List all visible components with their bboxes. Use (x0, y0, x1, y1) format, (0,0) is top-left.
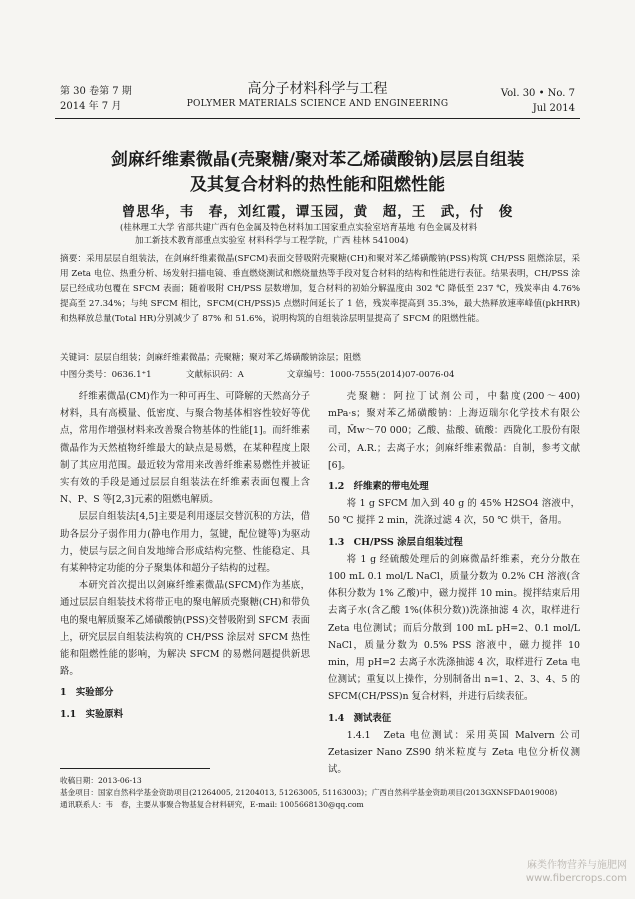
article-title-line1: 剑麻纤维素微晶(壳聚糖/聚对苯乙烯磺酸钠)层层自组装 (110, 150, 525, 170)
body-paragraph: 将 1 g SFCM 加入到 40 g 的 45% H2SO4 溶液中，50 ℃ 搅拌 2 min，洗涤过滤 4 次，50 ℃ 烘干，备用。 (328, 498, 580, 527)
author-list: 曾思华，韦 春，刘红霞，谭玉园，黄 超，王 武，付 俊 (121, 204, 514, 220)
left-column (60, 388, 310, 723)
footnote-received: 收稿日期：2013-06-13 (60, 776, 142, 785)
watermark-site-name: 麻类作物营养与施肥网 (527, 860, 627, 871)
body-paragraph: 将 1 g 经硫酸处理后的剑麻微晶纤维素，充分分散在 100 mL 0.1 mol/L NaCl，质量分数为 0.2% CH 溶液(含体积分数为 1% 乙酸)中，磁力搅拌 10 min。搅拌结束后用去离子水(含乙酸 1%(体积分数))洗涤抽滤 4 次，取样进行 Zeta 电位测试；而后分散到 100 mL pH=2、0.1 mol/L NaCl，质量分数为 0.5% PSS 溶液中，磁力搅拌 10 min，用 pH=2 去离子水洗涤抽滤 4 次，取样进行 Zeta 电位测试；重复以上操作，分别制备出 n=1、2、3、4、5 的 SFCM(CH/PSS)n 复合材料，并进行后续表征。 (328, 553, 580, 703)
journal-title-cn: 高分子材料科学与工程 (247, 81, 388, 97)
body-paragraph: 壳聚糖：阿拉丁试剂公司，中黏度(200～400) mPa·s；聚对苯乙烯磺酸钠：上海迈瑞尔化学技术有限公司，M̄w～70 000；乙酸、盐酸、硫酸：西陇化工股份有限公司，A.R.；去离子水；剑麻纤维素微晶：自制，参考文献[6]。 (328, 391, 580, 471)
journal-title-en: POLYMER MATERIALS SCIENCE AND ENGINEERING (186, 99, 449, 109)
classification-line: 中图分类号：0636.1⁺1 文献标识码：A 文章编号：1000-7555(2014)07-0076-04 (60, 370, 455, 380)
affiliation-line1: (桂林理工大学 省部共建广西有色金属及特色材料加工国家重点实验室培育基地 有色金属及材料 (120, 223, 478, 233)
article-title-line2: 及其复合材料的热性能和阻燃性能 (190, 175, 445, 195)
header-volume-en: Vol. 30 • No. 7 (500, 88, 575, 99)
affiliation-line2: 加工新技术教育部重点实验室 材料科学与工程学院，广西 桂林 541004) (135, 236, 409, 246)
section-heading: 1 实验部分 (60, 687, 114, 699)
right-column (328, 388, 580, 778)
header-date-cn: 2014 年 7 月 (60, 101, 122, 112)
footnote-fund: 基金项目：国家自然科学基金资助项目(21264005, 21204013, 51263005, 51163003)；广西自然科学基金资助项目(2013GXNSFDA019008) (60, 788, 558, 797)
body-paragraph: 层层自组装法[4,5]主要是利用逐层交替沉积的方法，借助各层分子弱作用力(静电作用力，氢键，配位键等)为驱动力，使层与层之间自发地缔合形成结构完整、性能稳定、具有某种特定功能的分子聚集体和超分子结构的过程。 (60, 511, 310, 575)
footnote-contact: 通讯联系人：韦 春，主要从事聚合物基复合材料研究，E-mail: 1005668130@qq.com (60, 800, 364, 809)
header-volume-cn: 第 30 卷第 7 期 (60, 86, 132, 97)
abstract: 摘要：采用层层自组装法，在剑麻纤维素微晶(SFCM)表面交替吸附壳聚糖(CH)和聚对苯乙烯磺酸钠(PSS)构筑 CH/PSS 阻燃涂层，采用 Zeta 电位、热重分析、场发射扫描电镜、垂直燃烧测试和燃烧量热等手段对复合材料的结构和性能进行表征。结果表明，CH/PSS 涂层已经成功包覆在 SFCM 表面；随着吸附 CH/PSS 层数增加，复合材料的初始分解温度由 302 ℃ 降低至 237 ℃，残炭率由 4.76% 提高至 27.34%；与纯 SFCM 相比，SFCM(CH/PSS)5 点燃时间延长了 1 倍，残炭率提高到 35.3%，最大热释放速率峰值(pkHRR)和热释放总量(Total HR)分别减少了 87% 和 51.6%，说明构筑的自组装涂层明显提高了 SFCM 的阻燃性能。 (60, 254, 580, 324)
section-heading: 1.3 CH/PSS 涂层自组装过程 (328, 536, 463, 548)
header-date-en: Jul 2014 (532, 103, 575, 114)
footnote-rule (60, 768, 210, 769)
header-rule (55, 118, 580, 119)
watermark-url: www.fibercrops.com (525, 873, 627, 884)
body-paragraph: 纤维素微晶(CM)作为一种可再生、可降解的天然高分子材料，具有高模量、低密度、与聚合物基体相容性较好等优点，常用作增强材料来改善聚合物基体的性能[1]。而纤维素微晶作为天然植物纤维最大的缺点是易燃，在某种程度上限制了其应用范围。最近较为常用来改善纤维素易燃性并被证实有效的手段是通过层层自组装法在纤维素表面包覆上含 N、P、S 等[2,3]元素的阻燃电解质。 (60, 391, 310, 506)
section-heading: 1.4 测试表征 (328, 712, 392, 724)
section-heading: 1.2 纤维素的带电处理 (328, 481, 429, 493)
body-paragraph: 1.4.1 Zeta 电位测试：采用英国 Malvern 公司 Zetasizer Nano ZS90 纳米粒度与 Zeta 电位分析仪测试。 (328, 729, 580, 776)
body-paragraph: 本研究首次提出以剑麻纤维素微晶(SFCM)作为基底，通过层层自组装技术将带正电的聚电解质壳聚糖(CH)和带负电的聚电解质聚苯乙烯磺酸钠(PSS)交替吸附到 SFCM 表面上，研究层层自组装法构筑的 CH/PSS 涂层对 SFCM 热性能和阻燃性能的影响，为解决 SFCM 的易燃问题提供新思路。 (60, 580, 310, 678)
watermark (526, 859, 627, 885)
section-heading: 1.1 实验原料 (60, 708, 124, 720)
keywords: 关键词：层层自组装；剑麻纤维素微晶；壳聚糖；聚对苯乙烯磺酸钠涂层；阻燃 (60, 353, 361, 363)
